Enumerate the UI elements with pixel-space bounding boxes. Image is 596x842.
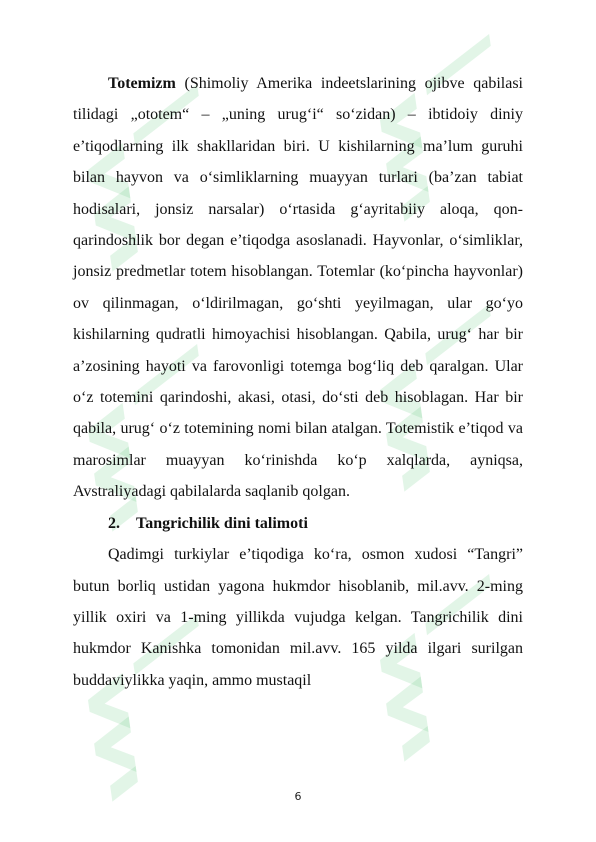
term-totemizm: Totemizm <box>108 75 176 92</box>
page-content <box>73 68 523 696</box>
section-heading <box>73 508 523 539</box>
paragraph-totemizm <box>73 68 523 508</box>
section-title: Tangrichilik dini talimoti <box>136 514 308 532</box>
paragraph-totemizm-text: (Shimoliy Amerika indeetslarining ojibve qabilasi tilidagi „ototem“ – „uning urug‘i“ so‘zidan) – ibtidoiy diniy e’tiqodlarning ilk shakllaridan biri. U kishilarning ma’lum guruhi bilan hayvon va o‘simliklarning muayyan turlari (ba’zan tabiat hodisalari, jonsiz narsalar) o‘rtasida g‘ayritabiiy aloqa, qon-qarindoshlik bor degan e’tiqodga asoslanadi. Hayvonlar, o‘simliklar, jonsiz predmetlar totem hisoblangan. Totemlar (ko‘pincha hayvonlar) ov qilinmagan, o‘ldirilmagan, go‘shti yeyilmagan, ular go‘yo kishilarning qudratli himoyachisi hisoblangan. Qabila, urug‘ har bir a’zosining hayoti va farovonligi totemga bog‘liq deb qaralgan. Ular o‘z totemini qarindoshi, akasi, otasi, do‘sti deb hisoblagan. Har bir qabila, urug‘ o‘z totemining nomi bilan atalgan. Totemistik e’tiqod va marosimlar muayyan ko‘rinishda ko‘p xalqlarda, ayniqsa, Avstraliyadagi qabilalarda saqlanib qolgan. <box>73 75 523 501</box>
section-number: 2. <box>108 514 120 532</box>
paragraph-tangrichilik: Qadimgi turkiylar e’tiqodiga ko‘ra, osmon xudosi “Tangri” butun borliq ustidan yagona hukmdor hisoblanib, mil.avv. 2-ming yillik oxiri va 1-ming yillikda vujudga kelgan. Tangrichilik dini hukmdor Kanishka tomonidan mil.avv. 165 yilda ilgari surilgan buddaviylikka yaqin, ammo mustaqil <box>73 546 523 689</box>
page-number: 6 <box>294 790 302 803</box>
